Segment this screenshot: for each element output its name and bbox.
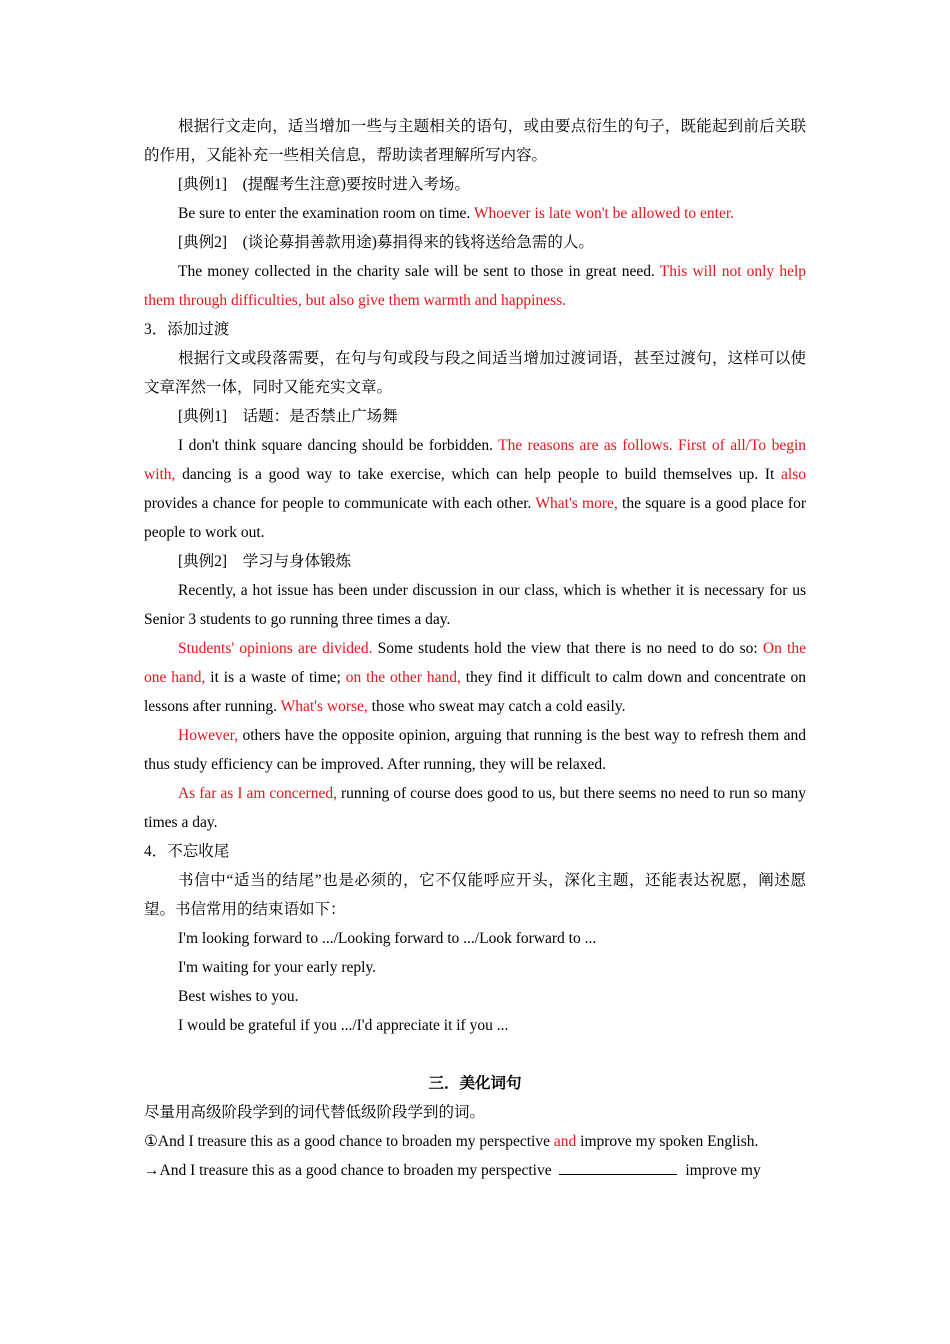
closing-line: I'm looking forward to .../Looking forward to .../Look forward to ... [178,930,597,947]
closing-line: I would be grateful if you .../I'd appreciate it if you ... [178,1017,509,1034]
answer-blank[interactable] [559,1159,677,1175]
document-page [144,112,806,1185]
closing-line: Best wishes to you. [178,988,299,1005]
section-3-example-2-para-2: Students' opinions are divided. Some students hold the view that there is no need to do so: On the one hand, it is a waste of time; on the other hand, they find it difficult to calm down and concentrate on lessons after running. What's worse, those who sweat may catch a cold easily. [144,640,807,715]
exercise-1-sentence: ①And I treasure this as a good chance to broaden my perspective and improve my spoken English. [144,1133,759,1150]
section-3-example-2-para-3: However, others have the opposite opinion, arguing that running is the best way to refresh them and thus study efficiency can be improved. After running, they will be relaxed. [144,727,806,773]
section-3-example-2-para-4: As far as I am concerned, running of course does good to us, but there seems no need to run so many times a day. [144,785,806,831]
exercise-1-rewrite: →And I treasure this as a good chance to broaden my perspective improve my [144,1156,806,1185]
example-1-header: [典例1] (提醒考生注意)要按时进入考场。 [178,176,470,193]
section-3-example-2-header: [典例2] 学习与身体锻炼 [178,553,352,570]
intro-paragraph: 根据行文走向，适当增加一些与主题相关的语句，或由要点衍生的句子，既能起到前后关联的作用，又能补充一些相关信息，帮助读者理解所写内容。 [144,118,806,164]
example-1-text: Be sure to enter the examination room on time. Whoever is late won't be allowed to enter. [178,205,735,222]
section-4-intro: 书信中“适当的结尾”也是必须的，它不仅能呼应开头，深化主题，还能表达祝愿，阐述愿望。书信常用的结束语如下： [144,872,806,918]
closing-line: I'm waiting for your early reply. [178,959,377,976]
section-3-example-2-para-1: Recently, a hot issue has been under discussion in our class, which is whether it is necessary for us Senior 3 students to go running three times a day. [144,582,806,628]
part-3-intro: 尽量用高级阶段学到的词代替低级阶段学到的词。 [144,1104,486,1121]
example-2-header: [典例2] (谈论募捐善款用途)募捐得来的钱将送给急需的人。 [178,234,594,251]
section-3-intro: 根据行文或段落需要，在句与句或段与段之间适当增加过渡词语，甚至过渡句，这样可以使文章浑然一体，同时又能充实文章。 [144,350,806,396]
section-3-example-1-text: I don't think square dancing should be forbidden. The reasons are as follows. First of all/To begin with, dancing is a good way to take exercise, which can help people to build themselves up. It also provides a chance for people to communicate with each other. What's more, the square is a good place for people to work out. [144,437,806,541]
section-3-example-1-header: [典例1] 话题：是否禁止广场舞 [178,408,398,425]
part-3-heading: 三．美化词句 [428,1075,522,1092]
section-4-title: 4．不忘收尾 [144,843,230,860]
section-3-title: 3．添加过渡 [144,321,230,338]
example-2-text: The money collected in the charity sale will be sent to those in great need. This will not only help them through difficulties, but also give them warmth and happiness. [144,263,807,309]
